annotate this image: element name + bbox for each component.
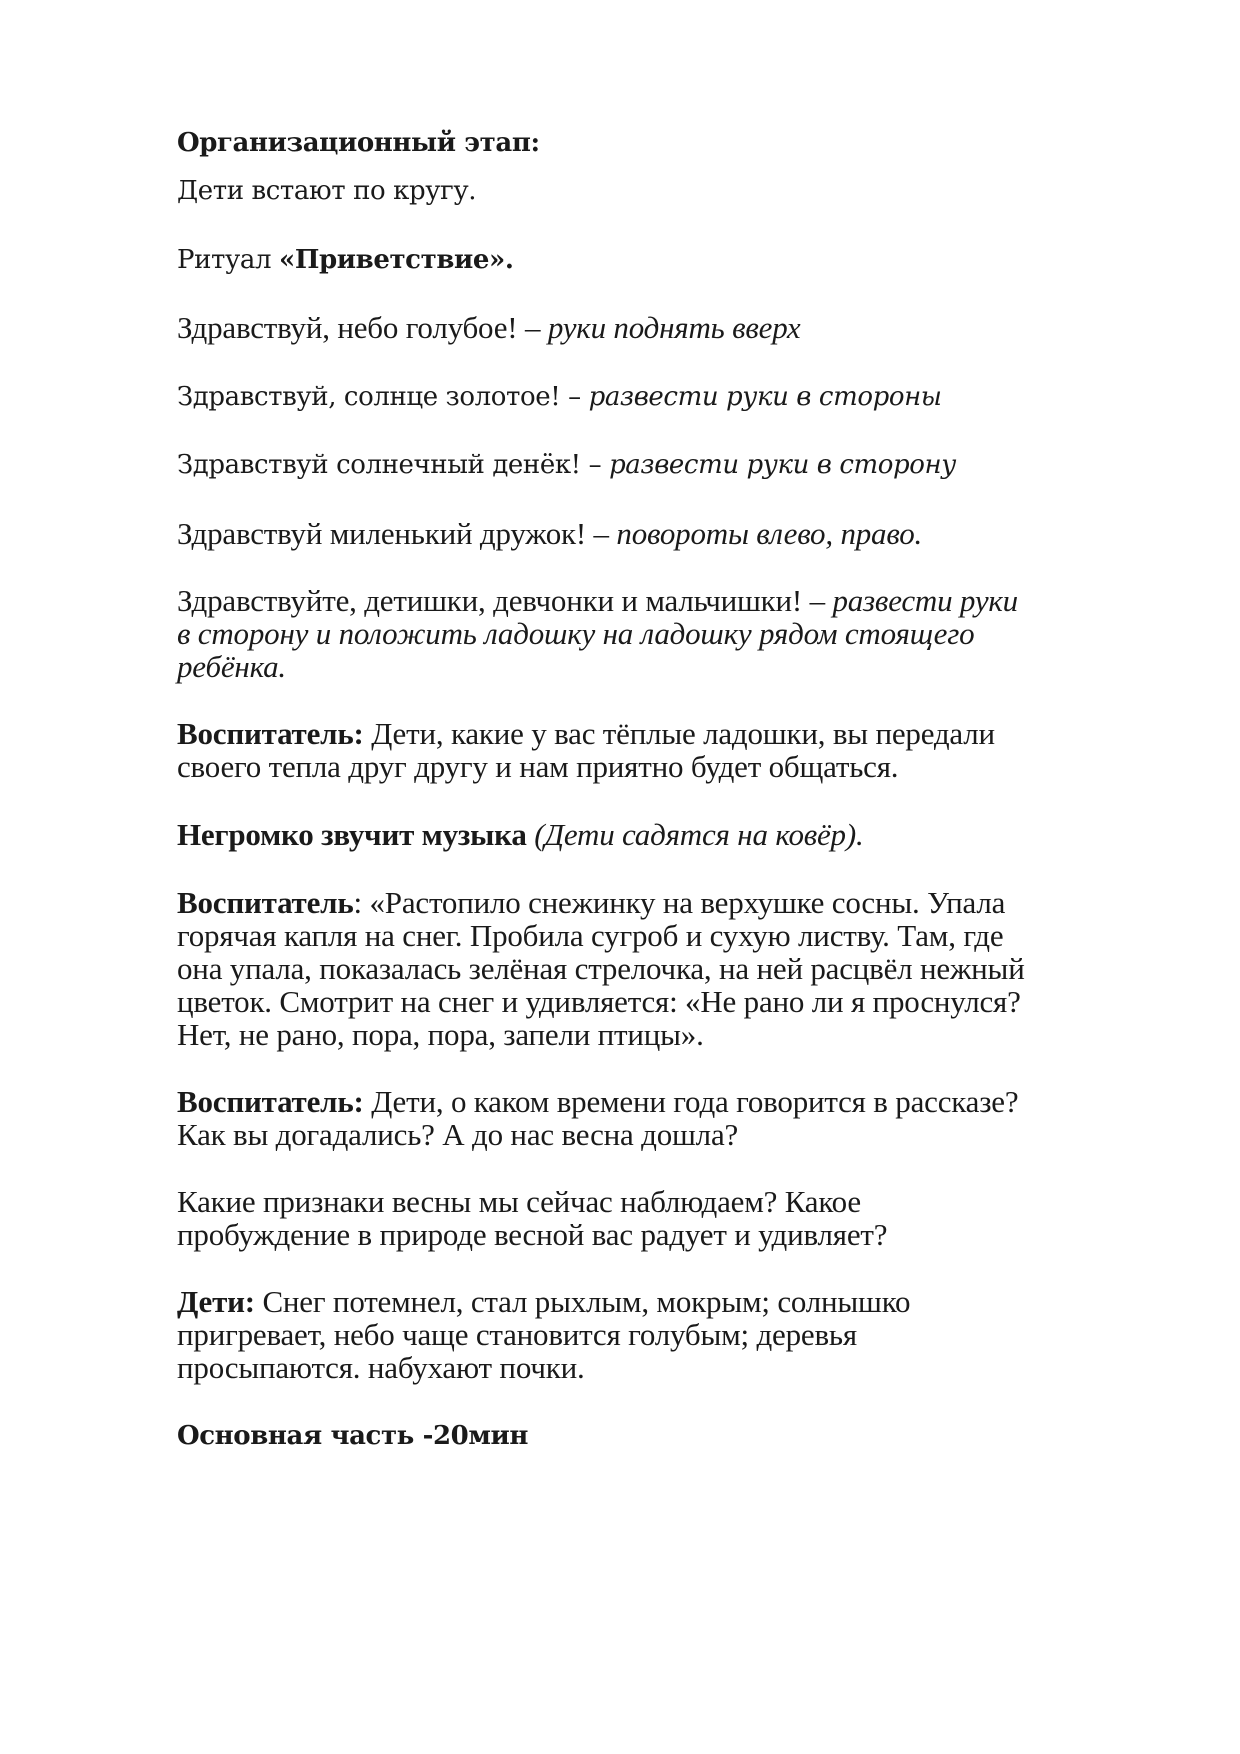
teacher-3-line-1 [177,1085,1018,1119]
greeting-line-5b [177,617,974,651]
greeting-line-2 [177,380,942,414]
answer-text: Снег потемнел, стал рыхлым, мокрым; солнышко [254,1284,911,1319]
children-answer-line-2 [177,1318,857,1352]
kids-stand-text [177,174,476,208]
greeting-action: в сторону и положить ладошку на ладошку рядом стоящего [177,616,975,651]
speech-text: Нет, не рано, пора, пора, запели птицы». [177,1017,704,1052]
speaker-label: Воспитатель: [177,1084,364,1119]
children-answer-line-1 [177,1285,910,1319]
question-text: пробуждение в природе весной вас радует и удивляет? [177,1217,888,1252]
teacher-2-line-4 [177,985,1021,1019]
greeting-action: руки поднять вверх [547,310,801,345]
greeting-line-1 [177,311,800,345]
speech-text: : «Растопило снежинку на верхушке сосны. Упала [353,885,1006,920]
greeting-action: развести руки [832,583,1018,618]
speech-text: своего тепла друг другу и нам приятно будет общаться. [177,749,899,784]
answer-text: пригревает, небо чаще становится голубым; деревья [177,1317,857,1352]
greeting-text: Здравствуй солнечный денёк! – [177,450,610,480]
music-line [177,818,864,852]
ritual-prefix: Ритуал [177,245,279,275]
question-line-2 [177,1218,887,1252]
greeting-action: развести руки в стороны [588,382,942,412]
teacher-2-line-3 [177,952,1025,986]
question-line-1 [177,1185,861,1219]
ritual-line [177,243,514,277]
teacher-3-line-2 [177,1118,738,1152]
speech-text: Как вы догадались? А до нас весна дошла? [177,1117,739,1152]
answer-text: просыпаются. набухают почки. [177,1350,585,1385]
teacher-2-line-1 [177,886,1005,920]
speech-text: Дети, какие у вас тёплые ладошки, вы передали [363,716,995,751]
greeting-action: развести руки в сторону [609,450,956,480]
children-answer-line-3 [177,1351,585,1385]
org-stage-heading [177,126,540,160]
greeting-text: Здравствуйте, детишки, девчонки и мальчишки! – [177,583,833,618]
greeting-action: ребёнка. [177,649,286,684]
teacher-2-line-5 [177,1018,704,1052]
heading-text: Основная часть -20мин [177,1421,529,1451]
speaker-label: Воспитатель [177,885,354,920]
heading-text: Организационный этап: [177,128,540,158]
speech-text: она упала, показалась зелёная стрелочка, на ней расцвёл нежный [177,951,1025,986]
greeting-line-5c [177,650,286,684]
greeting-text: Здравствуй миленький дружок! – [177,516,617,551]
greeting-text: Здравствуй, небо голубое! – [177,310,548,345]
greeting-text: Здравствуй, солнце золотое! – [177,382,589,412]
question-text: Какие признаки весны мы сейчас наблюдаем? Какое [177,1184,861,1219]
speaker-label: Воспитатель: [177,716,364,751]
greeting-line-4 [177,517,922,551]
paragraph-text: Дети встают по кругу. [177,176,477,206]
main-part-heading [177,1419,528,1453]
speaker-label: Дети: [177,1284,255,1319]
music-label: Негромко звучит музыка [177,817,527,852]
ritual-name: «Приветствие». [279,245,514,275]
teacher-1-line-1 [177,717,995,751]
greeting-action: повороты влево, право. [616,516,923,551]
speech-text: горячая капля на снег. Пробила сугроб и сухую листву. Там, где [177,918,1004,953]
greeting-line-3 [177,448,956,482]
greeting-line-5a [177,584,1018,618]
music-note: (Дети садятся на ковёр). [526,817,864,852]
teacher-1-line-2 [177,750,898,784]
teacher-2-line-2 [177,919,1003,953]
speech-text: Дети, о каком времени года говорится в рассказе? [363,1084,1019,1119]
speech-text: цветок. Смотрит на снег и удивляется: «Не рано ли я проснулся? [177,984,1021,1019]
